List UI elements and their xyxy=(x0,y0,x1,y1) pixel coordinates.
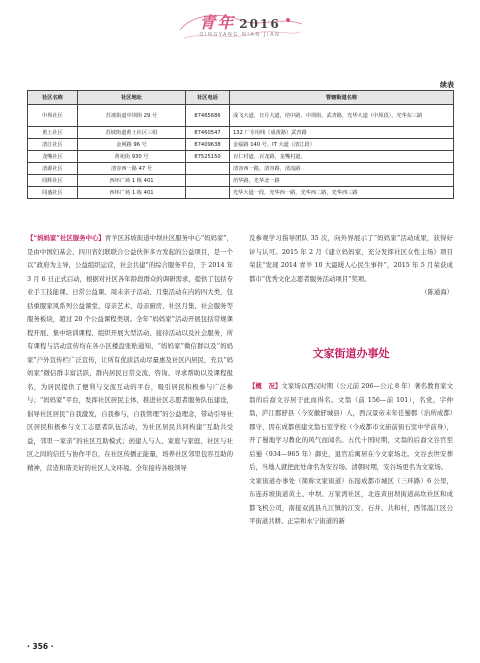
table-cell: 87525150 xyxy=(186,151,230,163)
table-cell: 中坝社区 xyxy=(28,105,78,127)
table-cell: 金网路 96 号 xyxy=(78,139,186,151)
table-cell: 同盛社区 xyxy=(28,187,78,199)
table-row xyxy=(28,127,454,139)
table-cell: 清容西一路，清容路，清流路 xyxy=(230,163,454,175)
right-column-top xyxy=(249,232,453,300)
table-cell: 百仁村道，百龙路，龙嘴村道， xyxy=(230,151,454,163)
table-cell: 87460547 xyxy=(186,127,230,139)
table-cell: 清源社区 xyxy=(28,163,78,175)
table-cell: 清容西一路 47 号 xyxy=(78,163,186,175)
table-row xyxy=(28,187,454,199)
table-cell: 培华路，光华北一路 xyxy=(230,175,454,187)
yearbook-name: 青年 xyxy=(199,13,236,32)
continued-label: 续表 xyxy=(440,81,454,89)
table-cell: 黄土社区 xyxy=(28,127,78,139)
article-continuation: 及参观学习指导团队 35 次，向外界展示了“妈妈家”活动成果，获得好评与认可。2015 年 2 月《建立妈妈家，充分发挥社区女性主场》项目荣获“发现 2014 青羊 10 大最暖人心民生事件”，2015 年 5 月荣获成都市“优秀文化志愿者服务活动项目”奖项。 xyxy=(249,234,453,283)
table-cell xyxy=(186,187,230,199)
page-header xyxy=(0,0,480,58)
table-cell: 苏坡街道中坝街 29 号 xyxy=(78,105,186,127)
table-cell: 金福路 140 号，IT 大道（清江段） xyxy=(230,139,454,151)
yearbook-subtitle: QINGYANG NIAN JIAN xyxy=(199,32,281,38)
left-article xyxy=(27,232,233,475)
table-header-cell: 社区电话 xyxy=(186,91,230,105)
table-cell: 光华大道一段，光华西一路，光华西二路，光华西三路 xyxy=(230,187,454,199)
table-cell: 清江社区 xyxy=(28,139,78,151)
table-cell: 龙嘴社区 xyxy=(28,151,78,163)
table-cell: 苏坡街道黄土社区三组 xyxy=(78,127,186,139)
overview-heading: 【概 况】 xyxy=(249,382,282,390)
right-column-bottom xyxy=(249,380,453,529)
table-header-cell: 社区名称 xyxy=(28,91,78,105)
table-cell: 同辉社区 xyxy=(28,175,78,187)
left-column xyxy=(27,232,233,475)
community-table xyxy=(27,90,454,199)
table-cell xyxy=(186,175,230,187)
table-header-cell: 社区地址 xyxy=(78,91,186,105)
overview-paragraph-2: 文家街道办事处（简称文家街道）东接成都市城区（三环路）6 公里，东连苏坡街道黄土、中坝、万家湾社区，北连黄田坝街道高坎社区和成都飞机公司，南接双流县九江镇的江安、石井、共和村，西邻温江区公平街道共耕、正宗和永宁街道的新 xyxy=(249,476,453,525)
author-signature: （陈通海） xyxy=(421,288,453,296)
table-cell: 黄苑街 930 号 xyxy=(78,151,186,163)
table-cell: 西环广场 1 栋 401 xyxy=(78,187,186,199)
table-row xyxy=(28,105,454,127)
table-cell: 87409638 xyxy=(186,139,230,151)
table-cell: 132 厂专用线（成黄路）武青路 xyxy=(230,127,454,139)
yearbook-year: 2016 xyxy=(239,17,281,31)
article-body: 青羊区苏坡街道中坝社区服务中心“妈妈家”，是由中国妇基会、四川省妇联联合公益伙伴多方发起的公益项目，是一个以“政府为主导，公益组织运营，社会共建”的综合服务平台，于 2014 年 3 月 6 日正式启动，根据对社区各年龄段群众的调研需求，提供了包括专业手工技能课、日常公益课、周末亲子活动、月集活动在内的四大类，包括重服家风系列公益课堂、母亲艺术、母亲厨房、社区月集、社会服务等服务板块，超过 20 个公益课程类别。全年“妈妈家”活动开展包括常规课程开展、集中培训课程、组织开展大型活动、接待活动以及社会服务，所有课程与活动宣传均在各小区楼盘张贴通知，“妈妈家”微信群以及“妈妈家”户外宣传栏广泛宣传，让所有优质活动尽量惠及社区内居民，充以“妈妈家”微信群丰富活跃，群内居民日常交流、咨询、寻求帮助以及课程报名，为居民提供了便利与交流互动的平台，吸引居民积极参与广泛参与；“妈妈家”平台，发挥社区居民主体，推进社区志愿者服务队伍建设，倡导社区居民“自我激发，自我参与，自我管理”的公益理念，带动引导社区居民积极参与文工志愿者队伍活动，为社区居民共同构建“互助共受益，邻里一家亲”的社区互助模式；创建人与人、家庭与家庭、社区与社区之间的信任与协作平台，在社区传播正能量，培养社区邻里包容互助的精神，营造和谐美好的社区人文环境。全年接待各级领导 xyxy=(27,234,233,472)
table-cell: 成飞大道，日月大道，培中路，中坝街，武青路，光华大道（中坝段），光华东三路 xyxy=(230,105,454,127)
table-row xyxy=(28,151,454,163)
page-number: · 356 · xyxy=(27,642,54,651)
table-cell: 西环广场 1 栋 401 xyxy=(78,175,186,187)
overview-paragraph xyxy=(249,380,453,475)
table-row xyxy=(28,139,454,151)
table-row xyxy=(28,175,454,187)
table-cell: 87465686 xyxy=(186,105,230,127)
table-row xyxy=(28,163,454,175)
article-heading: 【“妈妈家”社区服务中心】 xyxy=(27,234,105,242)
yearbook-logo xyxy=(162,10,318,50)
table-header-row xyxy=(28,91,454,105)
yearbook-title xyxy=(162,10,318,33)
table-header-cell: 管辖街道名称 xyxy=(230,91,454,105)
section-title: 文家街道办事处 xyxy=(312,347,390,360)
overview-text: 文家场以西汉时期（公元前 206—公元 8 年）著名教育家文翁的后裔文谷居于此而得名。文翁（前 156—前 101），名党，字仲翁，庐江郡舒县（今安徽舒城县）人，西汉景帝末年任蜀郡（治所成都）郡守，因在成都创建文翁石室学校（今成都市文庙前街石室中学前身），开了蜀地学习教化的风气而闻名。五代十国时期，文翁的后裔文谷官至后蜀（934—965 年）御史，退官后寓居在今文家场北。文谷去世安葬后，当地人就把此处命名为安谷场。清朝时期，安谷场更名为文家场。 xyxy=(249,382,454,471)
table-cell xyxy=(186,163,230,175)
